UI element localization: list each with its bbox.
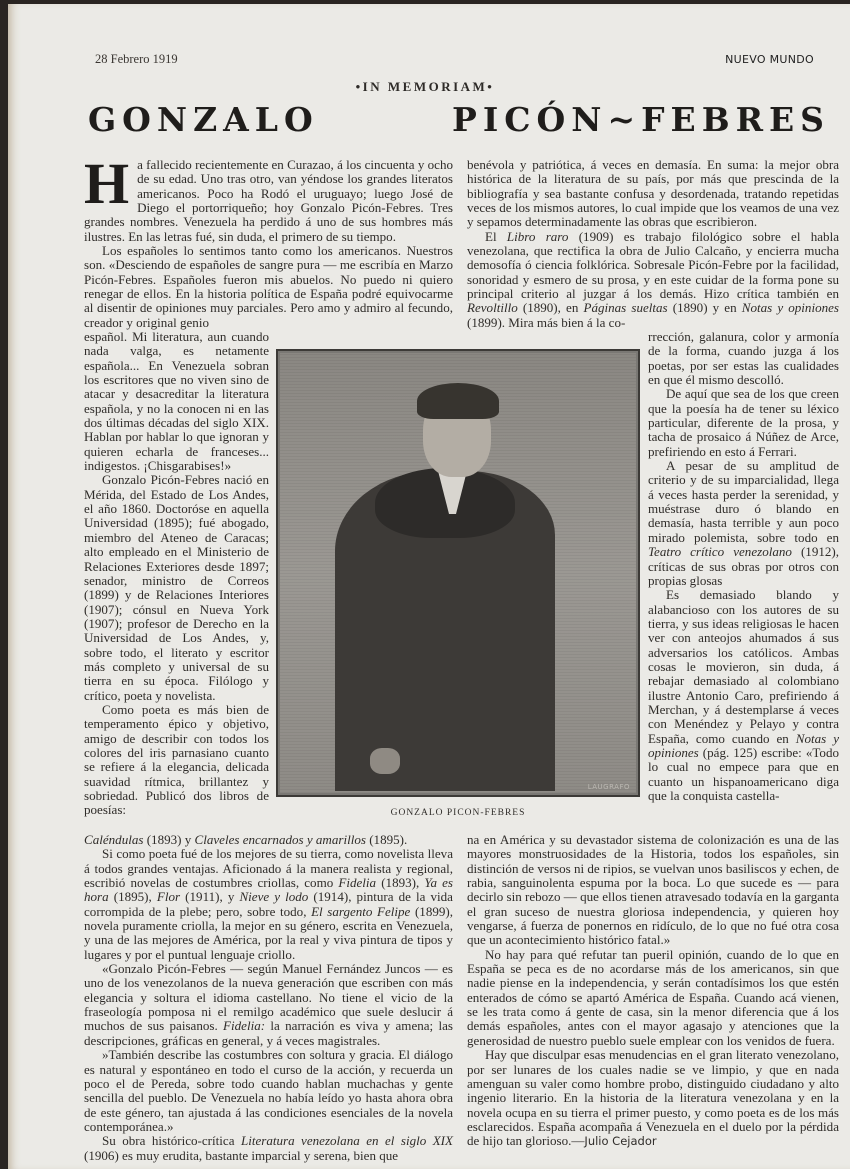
paragraph-r3: De aquí que sea de los que creen que la poesía ha de tener su léxico particular, diferente de la prosa, y tacha de prosaico á Núñez de Arce, prefiriendo en esto á Ferrari. [648,386,839,459]
paragraph-r1: benévola y patriótica, á veces en demasía. En suma: la mejor obra histórica de la literatura de su país, por más que prescinda de la bibliografía y sea bastante confusa y desordenada, tratando repetidas veces de los mismos autores, lo cual impide que los veamos de una vez y sepamos determinadamente las obras que escribieron. [467,157,839,230]
portrait-photo [280,353,636,793]
article-column-left-narrow [84,330,269,818]
hand-shape [370,748,400,774]
photo-credit: LAUGRAFO [587,783,630,791]
paragraph-r5-cont: na en América y su devastador sistema de colonización es una de las mayores monstruosidades de la Historia, todos los españoles, sin distinción de versos ni de ripios, se vuelvan unos basiliscos y echen, de rabia, sanguinolenta espuma por la boca. Lo que sucede es — para decirlo sin rebozo — que ellos tienen atravesado todavía en la garganta el gran suceso de nuestra gloriosa independencia, y quieren hoy vengarse, á fuerza de ponernos en ridículo, de lo que no fué otra cosa que un acontecimiento histórico fatal.» [467,832,839,948]
portrait-photo-frame [276,349,640,797]
drop-cap: H [84,151,130,216]
paragraph-7: »También describe las costumbres con soltura y gracia. El diálogo es natural y espontáneo en todo el curso de la acción, y recuerda un poco el de Pereda, sobre todo cuando hablan muchachas y gente sencilla del pueblo. De Venezuela no había leído yo hasta ahora obra de este género, tan ajustada á las condiciones esenciales de la novela contemporánea.» [84,1047,453,1134]
paragraph-r6: No hay para qué refutar tan pueril opinión, cuando de lo que en España se peca es de no acordarse más de los americanos, sin que nadie piense en la independencia, y serán contadísimos los que estén enterados de cómo se apartó América de España. Cuando acá vienen, se les trata como á gente de casa, sin la menor diferencia que á los demás españoles, antes con el mayor agasajo y atenciones que la generosidad de nuestro pueblo suele emplear con los venidos de fuera. [467,946,839,1048]
paragraph-2-cont: español. Mi literatura, aun cuando nada valga, es netamente española... En Venezuela sobran los escritores que no viven sino de atacar y desacreditar la literatura española, y no la conocen ni en las dos últimas décadas del siglo XIX. Hablan por hablar lo que ignoran y quieren echarla de franceses... indigestos. ¡Chisgarabises!» [84,329,269,474]
hair-shape [417,383,499,419]
paragraph-6: «Gonzalo Picón-Febres — según Manuel Fernández Juncos — es uno de los venezolanos de la nueva generación que escriben con más elegancia y soltura el idioma castellano. No tiene el vicio de la fraseología pomposa ni el remilgo académico que suele deslucir á muchos de sus paisanos. Fidelia: la narración es viva y amena; las descripciones, gráficas en general, y á veces magistrales. [84,961,453,1048]
paragraph-r2-cont: rrección, galanura, color y armonía de la forma, cuando juzga á los poetas, por ser estas las cualidades en que él mismo descolló. [648,329,839,388]
paragraph-3: Gonzalo Picón-Febres nació en Mérida, del Estado de Los Andes, el año 1860. Doctoróse en aquella Universidad (1895); fué abogado, miembro del Ateneo de Caracas; alto empleado en el Ministerio de Relaciones Exteriores desde 1897; senador, ministro de Correos (1899) y de Relaciones Interiores (1907); cónsul en Nueva York (1907); profesor de Derecho en la Universidad de Los Andes, y, sobre todo, el literato y escritor más completo y universal de su tierra en su época. Filólogo y crítico, poeta y novelista. [84,472,269,703]
paragraph-4-cont: Caléndulas (1893) y Claveles encarnados y amarillos (1895). [84,832,408,847]
paragraph-r7: Hay que disculpar esas menudencias en el gran literato venezolano, por ser lunares de los cuales nadie se ve limpio, y que en nada amenguan su valer como hombre probo, distinguido ciudadano y alto ingenio literario. En la historia de la literatura venezolana y en la novela ocupa en su tierra el primer puesto, y como poeta es de los más esclarecidos. España acompaña á Venezuela en el duelo por la pérdida de hijo tan glorioso.—Julio Cejador [467,1047,839,1149]
issue-date: 28 Febrero 1919 [95,52,178,66]
paragraph-r2: El Libro raro (1909) es trabajo filológico sobre el habla venezolana, que rectifica la obra de Julio Calcaño, y encierra mucha demosofía ó ciencia folklórica. Sobresale Picón-Febre por la facilidad, sonoridad y esmero de su prosa, y en este cuidar de la forma pone su principal criterio al juzgar á los demás. Hizo crítica también en Revoltillo (1890), en Páginas sueltas (1890) y en Notas y opiniones (1899). Mira más bien á la co- [467,228,839,330]
paragraph-r4: A pesar de su amplitud de criterio y de su imparcialidad, llega á veces hasta perder la serenidad, y muéstrase duro ó blando en demasía, hasta terrible y aun poco mirado polemista, sobre todo en Teatro crítico venezolano (1912), críticas de sus obras por otros con propias glosas [648,458,839,588]
paragraph-1: Ha fallecido recientemente en Curazao, á los cincuenta y ocho de su edad. Uno tras otro, van yéndose los grandes literatos americanos. Poco ha Rodó el uruguayo; luego José de Diego el portorriqueño; hoy Gonzalo Picón-Febres. Tres grandes nombres. Venezuela ha perdido á uno de sus hombres más ilustres. En las letras fué, sin duda, el primero de su tiempo. [84,151,453,244]
paragraph-8: Su obra histórico-crítica Literatura venezolana en el siglo XIX (1906) es muy erudita, bastante imparcial y serena, bien que [84,1133,453,1163]
article-headline: GONZALO PICÓN~FEBRES [88,100,830,139]
article-column-left-bottom [84,833,453,1163]
article-column-right-narrow [648,330,839,803]
article-column-right-top [467,158,839,330]
photo-caption: GONZALO PICON-FEBRES [390,808,526,818]
author-signature: Julio Cejador [584,1134,657,1149]
paragraph-4: Como poeta es más bien de temperamento épico y objetivo, amigo de describir con todos los colores del iris parnasiano cuanto se refiere á la elegancia, delicada suavidad rítmica, brillantez y sobriedad. Publicó dos libros de poesías: [84,701,269,818]
publication-name: NUEVO MUNDO [725,53,814,66]
paragraph-r5: Es demasiado blando y alabancioso con los autores de su tierra, y sus ideas religiosas le hacen ver con anteojos ahumados á sus adversarios los católicos. Ambas cosas le movieron, sin duda, á rebajar demasiado al colombiano ilustre Antonio Caro, prefiriendo á Merchan, y á destemplarse á veces con Menéndez y Pelayo y contra España, como cuando en Notas y opiniones (pág. 125) escribe: «Todo lo cual no empece para que en cuanto un hispanoamericano diga que la conquista castella- [648,587,839,803]
paragraph-2: Los españoles lo sentimos tanto como los americanos. Nuestros son. «Desciendo de españoles de sangre pura — me escribía en Marzo Picón-Febres. Españoles fueron mis abuelos. No puedo ni quiero renegar de ellos. En la historia política de España podré equivocarme al disentir de opiniones muy parciales. Pero amo y admiro al fecundo, creador y original genio [84,243,453,330]
article-column-left-top [84,151,453,330]
article-column-right-bottom [467,833,839,1149]
paragraph-5: Si como poeta fué de los mejores de su tierra, como novelista lleva á todos grandes ventajas. Aficionado á la manera realista y regional, escribió novelas de costumbres criollas, como Fidelia (1893), Ya es hora (1895), Flor (1911), y Nieve y lodo (1914), pintura de la vida corrompida de la plebe; pero, sobre todo, El sargento Felipe (1899), novela puramente criolla, la mejor en su género, escrita en Venezuela, y una de las mejores de América, por la real y viva pintura de tipos y lugares y por el puntual lenguaje criollo. [84,846,453,962]
running-head [0,52,850,70]
section-kicker: •IN MEMORIAM• [355,79,495,94]
